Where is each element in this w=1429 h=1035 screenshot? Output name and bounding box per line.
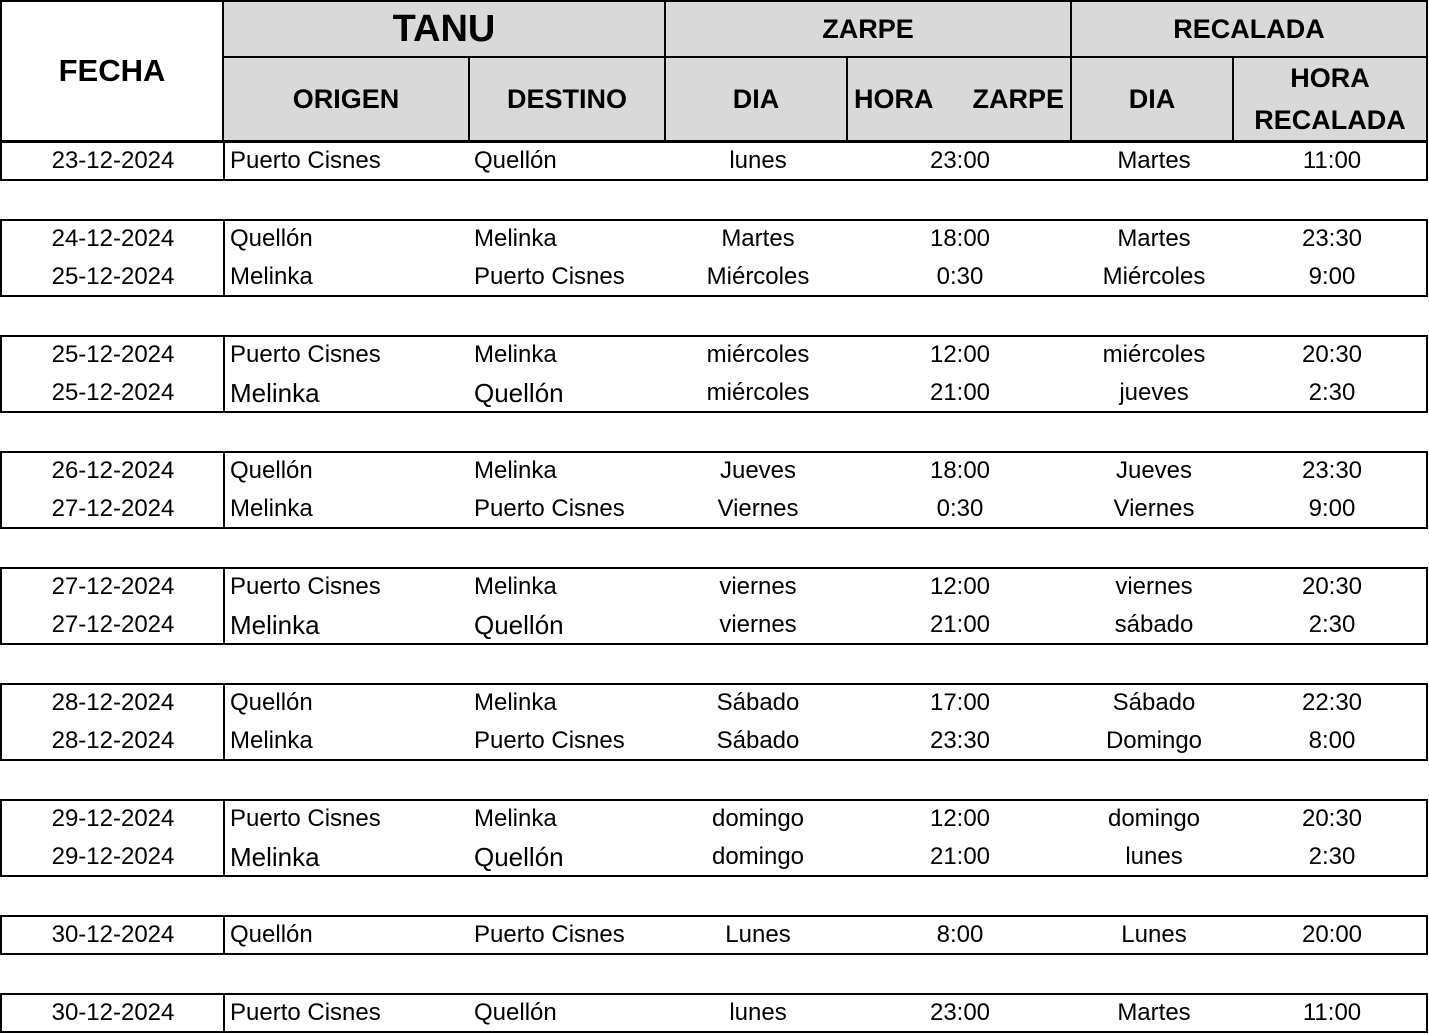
cell-rdia: jueves	[1119, 379, 1189, 406]
cell-hora: 21:00	[929, 611, 991, 638]
cell-origen: Puerto Cisnes	[230, 573, 381, 600]
header-zarpe-hora-suffix: ZARPE	[972, 83, 1064, 114]
cell-destino: Melinka	[474, 341, 557, 368]
cell-hora: 21:00	[929, 379, 991, 406]
trip-group	[0, 451, 1428, 529]
cell-origen: Melinka	[230, 495, 313, 522]
cell-destino: Quellón	[474, 610, 564, 640]
cell-fecha: 29-12-2024	[51, 843, 175, 870]
cell-origen: Quellón	[230, 689, 313, 716]
table-row	[2, 606, 1426, 644]
cell-dia: lunes	[729, 147, 787, 174]
cell-destino: Quellón	[474, 842, 564, 872]
cell-rdia: miércoles	[1102, 341, 1206, 368]
cell-destino: Quellón	[474, 147, 557, 174]
table-row	[2, 374, 1426, 412]
cell-hora: 18:00	[929, 225, 991, 252]
cell-origen: Melinka	[230, 378, 320, 408]
cell-fecha: 29-12-2024	[51, 805, 175, 832]
table-header	[0, 0, 1428, 142]
cell-destino: Puerto Cisnes	[474, 727, 625, 754]
cell-fecha: 28-12-2024	[51, 727, 175, 754]
cell-fecha: 30-12-2024	[51, 921, 175, 948]
cell-hora: 23:30	[929, 727, 991, 754]
cell-fecha: 30-12-2024	[51, 999, 175, 1026]
table-row	[2, 258, 1426, 296]
trip-group	[0, 219, 1428, 297]
cell-rdia: Martes	[1117, 147, 1191, 174]
cell-dia: lunes	[729, 999, 787, 1026]
cell-hora: 12:00	[929, 805, 991, 832]
cell-hora: 0:30	[936, 263, 984, 290]
header-zarpe-dia: DIA	[664, 56, 848, 142]
cell-rhora: 2:30	[1308, 379, 1356, 406]
cell-rhora: 23:30	[1301, 225, 1363, 252]
cell-dia: Miércoles	[706, 263, 810, 290]
cell-destino: Puerto Cisnes	[474, 921, 625, 948]
cell-dia: Sábado	[716, 727, 800, 754]
cell-hora: 8:00	[936, 921, 984, 948]
table-row	[2, 838, 1426, 876]
cell-hora: 12:00	[929, 573, 991, 600]
header-recalada-dia: DIA	[1070, 56, 1234, 142]
cell-rhora: 22:30	[1301, 689, 1363, 716]
header-origen: ORIGEN	[222, 56, 470, 142]
table-row	[2, 568, 1426, 606]
cell-destino: Melinka	[474, 457, 557, 484]
cell-destino: Puerto Cisnes	[474, 263, 625, 290]
cell-rdia: domingo	[1107, 805, 1201, 832]
cell-destino: Puerto Cisnes	[474, 495, 625, 522]
cell-dia: viernes	[719, 611, 797, 638]
cell-origen: Melinka	[230, 610, 320, 640]
cell-hora: 21:00	[929, 843, 991, 870]
table-row	[2, 336, 1426, 374]
cell-dia: Lunes	[725, 921, 791, 948]
cell-rhora: 9:00	[1308, 263, 1356, 290]
trip-group	[0, 141, 1428, 181]
cell-origen: Puerto Cisnes	[230, 341, 381, 368]
cell-fecha: 27-12-2024	[51, 495, 175, 522]
table-row	[2, 452, 1426, 490]
cell-hora: 12:00	[929, 341, 991, 368]
cell-rhora: 20:00	[1301, 921, 1363, 948]
cell-dia: miércoles	[706, 379, 810, 406]
cell-hora: 23:00	[929, 147, 991, 174]
cell-rdia: sábado	[1114, 611, 1194, 638]
header-zarpe-hora-label: HORA	[854, 83, 934, 114]
cell-rdia: Lunes	[1121, 921, 1187, 948]
cell-fecha: 28-12-2024	[51, 689, 175, 716]
cell-rdia: Martes	[1117, 225, 1191, 252]
cell-fecha: 27-12-2024	[51, 573, 175, 600]
cell-rhora: 20:30	[1301, 341, 1363, 368]
cell-dia: Viernes	[717, 495, 799, 522]
cell-rhora: 11:00	[1302, 999, 1362, 1026]
trip-group	[0, 335, 1428, 413]
trip-group	[0, 915, 1428, 955]
cell-dia: domingo	[711, 805, 805, 832]
trip-group	[0, 993, 1428, 1033]
cell-fecha: 24-12-2024	[51, 225, 175, 252]
cell-origen: Melinka	[230, 727, 313, 754]
table-row	[2, 722, 1426, 760]
cell-origen: Quellón	[230, 225, 313, 252]
header-recalada-hora	[1232, 56, 1428, 142]
cell-rdia: Martes	[1117, 999, 1191, 1026]
trip-group	[0, 567, 1428, 645]
header-recalada: RECALADA	[1070, 0, 1428, 58]
cell-destino: Melinka	[474, 689, 557, 716]
cell-rdia: lunes	[1125, 843, 1183, 870]
cell-origen: Puerto Cisnes	[230, 147, 381, 174]
cell-dia: miércoles	[706, 341, 810, 368]
cell-destino: Quellón	[474, 999, 557, 1026]
cell-fecha: 27-12-2024	[51, 611, 175, 638]
table-row	[2, 142, 1426, 180]
header-zarpe: ZARPE	[664, 0, 1072, 58]
header-destino: DESTINO	[468, 56, 666, 142]
table-row	[2, 800, 1426, 838]
cell-rhora: 2:30	[1308, 611, 1356, 638]
cell-rhora: 23:30	[1301, 457, 1363, 484]
table-row	[2, 684, 1426, 722]
cell-dia: viernes	[719, 573, 797, 600]
cell-dia: Jueves	[719, 457, 797, 484]
table-row	[2, 490, 1426, 528]
cell-rhora: 20:30	[1301, 805, 1363, 832]
cell-rhora: 20:30	[1301, 573, 1363, 600]
cell-rdia: viernes	[1115, 573, 1193, 600]
table-row	[2, 994, 1426, 1032]
cell-dia: Martes	[721, 225, 795, 252]
cell-dia: Sábado	[716, 689, 800, 716]
cell-hora: 0:30	[936, 495, 984, 522]
cell-rhora: 9:00	[1308, 495, 1356, 522]
header-fecha: FECHA	[0, 0, 224, 142]
cell-hora: 18:00	[929, 457, 991, 484]
header-tanu: TANU	[222, 0, 666, 58]
header-recalada-hora-line2: RECALADA	[1254, 105, 1406, 135]
cell-hora: 17:00	[929, 689, 991, 716]
cell-rdia: Viernes	[1113, 495, 1195, 522]
cell-origen: Puerto Cisnes	[230, 999, 381, 1026]
cell-dia: domingo	[711, 843, 805, 870]
cell-origen: Melinka	[230, 842, 320, 872]
cell-fecha: 25-12-2024	[51, 263, 175, 290]
cell-origen: Quellón	[230, 921, 313, 948]
cell-origen: Quellón	[230, 457, 313, 484]
trip-group	[0, 683, 1428, 761]
cell-rdia: Domingo	[1105, 727, 1203, 754]
cell-destino: Quellón	[474, 378, 564, 408]
cell-fecha: 25-12-2024	[51, 341, 175, 368]
header-zarpe-hora	[846, 56, 1072, 142]
cell-rdia: Jueves	[1115, 457, 1193, 484]
cell-destino: Melinka	[474, 573, 557, 600]
cell-destino: Melinka	[474, 225, 557, 252]
cell-fecha: 26-12-2024	[51, 457, 175, 484]
cell-rdia: Sábado	[1112, 689, 1196, 716]
trip-group	[0, 799, 1428, 877]
cell-rhora: 2:30	[1308, 843, 1356, 870]
cell-hora: 23:00	[929, 999, 991, 1026]
table-row	[2, 220, 1426, 258]
table-row	[2, 916, 1426, 954]
cell-fecha: 25-12-2024	[51, 379, 175, 406]
header-recalada-hora-line1: HORA	[1290, 63, 1370, 93]
cell-rhora: 8:00	[1308, 727, 1356, 754]
cell-origen: Puerto Cisnes	[230, 805, 381, 832]
cell-destino: Melinka	[474, 805, 557, 832]
cell-fecha: 23-12-2024	[51, 147, 175, 174]
cell-rdia: Miércoles	[1102, 263, 1206, 290]
cell-origen: Melinka	[230, 263, 313, 290]
cell-rhora: 11:00	[1302, 147, 1362, 174]
